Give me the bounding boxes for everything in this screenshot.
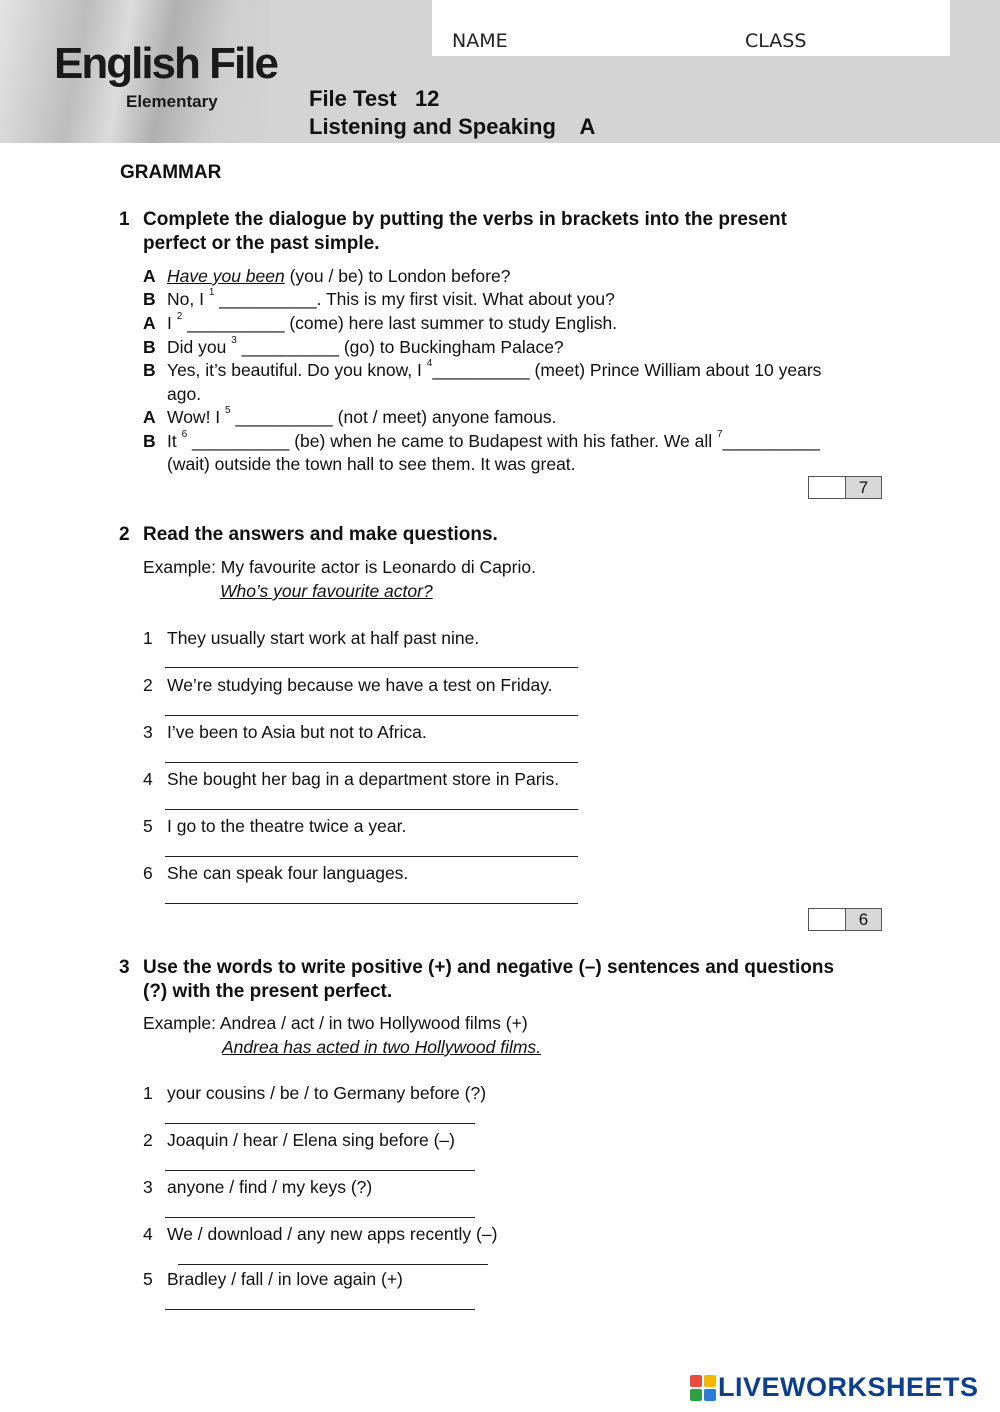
dialogue-text: __________ (meet) Prince William about 10 years xyxy=(432,360,822,380)
dialogue-text: __________ (be) when he came to Budapest with his father. We all xyxy=(187,431,718,451)
speaker-label: A xyxy=(143,407,156,427)
speaker-label: B xyxy=(143,431,156,451)
dialogue-line-text[interactable] xyxy=(167,407,557,428)
logo xyxy=(54,39,277,111)
ex3-example-answer: Andrea has acted in two Hollywood films. xyxy=(222,1037,542,1057)
answer-line[interactable] xyxy=(165,762,578,763)
dialogue-text: __________. This is my first visit. What about you? xyxy=(214,289,615,309)
item-text: your cousins / be / to Germany before (?) xyxy=(167,1083,487,1103)
section-title: GRAMMAR xyxy=(120,162,222,183)
dialogue-continuation: (wait) outside the town hall to see them. It was great. xyxy=(167,454,576,474)
item-number: 1 xyxy=(143,628,153,648)
speaker-label: B xyxy=(143,289,156,309)
gap-number: 4 xyxy=(426,358,433,369)
logo-main-text: English File xyxy=(54,39,277,88)
dialogue-line-text[interactable] xyxy=(167,289,615,310)
dialogue-text: It xyxy=(167,431,182,451)
item-text: Bradley / fall / in love again (+) xyxy=(167,1269,403,1289)
item-number: 5 xyxy=(143,1269,153,1289)
item-number: 1 xyxy=(143,1083,153,1103)
score-box xyxy=(808,476,882,499)
score-input[interactable] xyxy=(809,909,846,930)
item-text: They usually start work at half past nine. xyxy=(167,628,480,648)
item-number: 3 xyxy=(143,722,153,742)
item-text: We’re studying because we have a test on Friday. xyxy=(167,675,553,695)
item-number: 4 xyxy=(143,769,153,789)
ex1-instruction-line2: perfect or the past simple. xyxy=(143,233,380,254)
item-text: I go to the theatre twice a year. xyxy=(167,816,407,836)
answer-line[interactable] xyxy=(165,1123,475,1124)
speaker-label: B xyxy=(143,337,156,357)
dialogue-line xyxy=(143,289,156,310)
dialogue-text: __________ (not / meet) anyone famous. xyxy=(230,407,557,427)
ex3-instruction-line1: Use the words to write positive (+) and negative (–) sentences and questions xyxy=(143,957,835,978)
header-banner xyxy=(0,0,1000,143)
example-answer: Have you been xyxy=(167,266,285,286)
dialogue-continuation: ago. xyxy=(167,384,202,404)
gap-number: 6 xyxy=(181,429,188,440)
answer-line[interactable] xyxy=(165,667,578,668)
ex3-number: 3 xyxy=(119,957,130,978)
ex2-number: 2 xyxy=(119,524,130,545)
dialogue-text: __________ xyxy=(722,431,820,451)
item-number: 3 xyxy=(143,1177,153,1197)
item-number: 2 xyxy=(143,675,153,695)
liveworksheets-logo xyxy=(690,1372,979,1403)
score-total: 6 xyxy=(846,909,881,930)
dialogue-text: Did you xyxy=(167,337,232,357)
gap-number: 7 xyxy=(717,429,723,440)
answer-line[interactable] xyxy=(165,903,578,904)
item-text: She can speak four languages. xyxy=(167,863,409,883)
dialogue-line-text[interactable] xyxy=(167,313,617,334)
item-number: 6 xyxy=(143,863,153,883)
answer-line[interactable] xyxy=(178,1264,488,1265)
answer-line[interactable] xyxy=(165,1170,475,1171)
dialogue-line xyxy=(143,407,156,428)
item-text: Joaquin / hear / Elena sing before (–) xyxy=(167,1130,455,1150)
gap-number: 2 xyxy=(176,311,183,322)
ex1-instruction-line1: Complete the dialogue by putting the verbs in brackets into the present xyxy=(143,209,787,230)
dialogue-line-text[interactable] xyxy=(167,360,821,381)
liveworksheets-text: LIVEWORKSHEETS xyxy=(718,1372,979,1402)
speaker-label: B xyxy=(143,360,156,380)
answer-line[interactable] xyxy=(165,809,578,810)
dialogue-line xyxy=(143,431,156,452)
dialogue-text: __________ (come) here last summer to study English. xyxy=(182,313,618,333)
item-text: anyone / find / my keys (?) xyxy=(167,1177,373,1197)
dialogue-text: No, I xyxy=(167,289,209,309)
liveworksheets-icon xyxy=(690,1375,716,1401)
logo-sub-text: Elementary xyxy=(126,92,218,111)
dialogue-line xyxy=(143,313,156,334)
dialogue-line xyxy=(143,360,156,381)
class-label: CLASS xyxy=(745,30,807,52)
answer-line[interactable] xyxy=(165,1309,475,1310)
dialogue-line xyxy=(143,337,156,358)
ex2-example: Example: My favourite actor is Leonardo di Caprio. xyxy=(143,557,536,577)
answer-line[interactable] xyxy=(165,856,578,857)
answer-line[interactable] xyxy=(165,1217,475,1218)
gap-number: 3 xyxy=(231,335,237,346)
test-title-line1: File Test 12 xyxy=(309,86,440,111)
item-text: I’ve been to Asia but not to Africa. xyxy=(167,722,427,742)
ex3-instruction-line2: (?) with the present perfect. xyxy=(143,981,393,1002)
speaker-label: A xyxy=(143,266,156,286)
score-input[interactable] xyxy=(809,477,846,498)
ex2-example-answer: Who’s your favourite actor? xyxy=(220,581,433,601)
item-text: She bought her bag in a department store in Paris. xyxy=(167,769,560,789)
name-class-box[interactable] xyxy=(432,0,950,56)
answer-line[interactable] xyxy=(165,715,578,716)
dialogue-text: Yes, it’s beautiful. Do you know, I xyxy=(167,360,427,380)
test-title xyxy=(309,85,595,141)
speaker-label: A xyxy=(143,313,156,333)
dialogue-text: I xyxy=(167,313,177,333)
ex3-example: Example: Andrea / act / in two Hollywood films (+) xyxy=(143,1013,528,1033)
gap-number: 5 xyxy=(225,405,231,416)
test-title-line2: Listening and Speaking A xyxy=(309,114,596,139)
dialogue-line-text[interactable] xyxy=(167,337,564,358)
item-number: 5 xyxy=(143,816,153,836)
score-total: 7 xyxy=(846,477,881,498)
item-number: 4 xyxy=(143,1224,153,1244)
dialogue-text: Wow! I xyxy=(167,407,226,427)
name-label: NAME xyxy=(452,30,508,52)
dialogue-line-text[interactable] xyxy=(167,431,820,452)
item-text: We / download / any new apps recently (–) xyxy=(167,1224,498,1244)
dialogue-line xyxy=(143,266,156,287)
ex1-number: 1 xyxy=(119,209,130,230)
score-box xyxy=(808,908,882,931)
ex2-instruction: Read the answers and make questions. xyxy=(143,524,498,545)
dialogue-line-text xyxy=(167,266,510,287)
dialogue-text: __________ (go) to Buckingham Palace? xyxy=(236,337,564,357)
item-number: 2 xyxy=(143,1130,153,1150)
dialogue-text: (you / be) to London before? xyxy=(284,266,511,286)
gap-number: 1 xyxy=(208,287,215,298)
